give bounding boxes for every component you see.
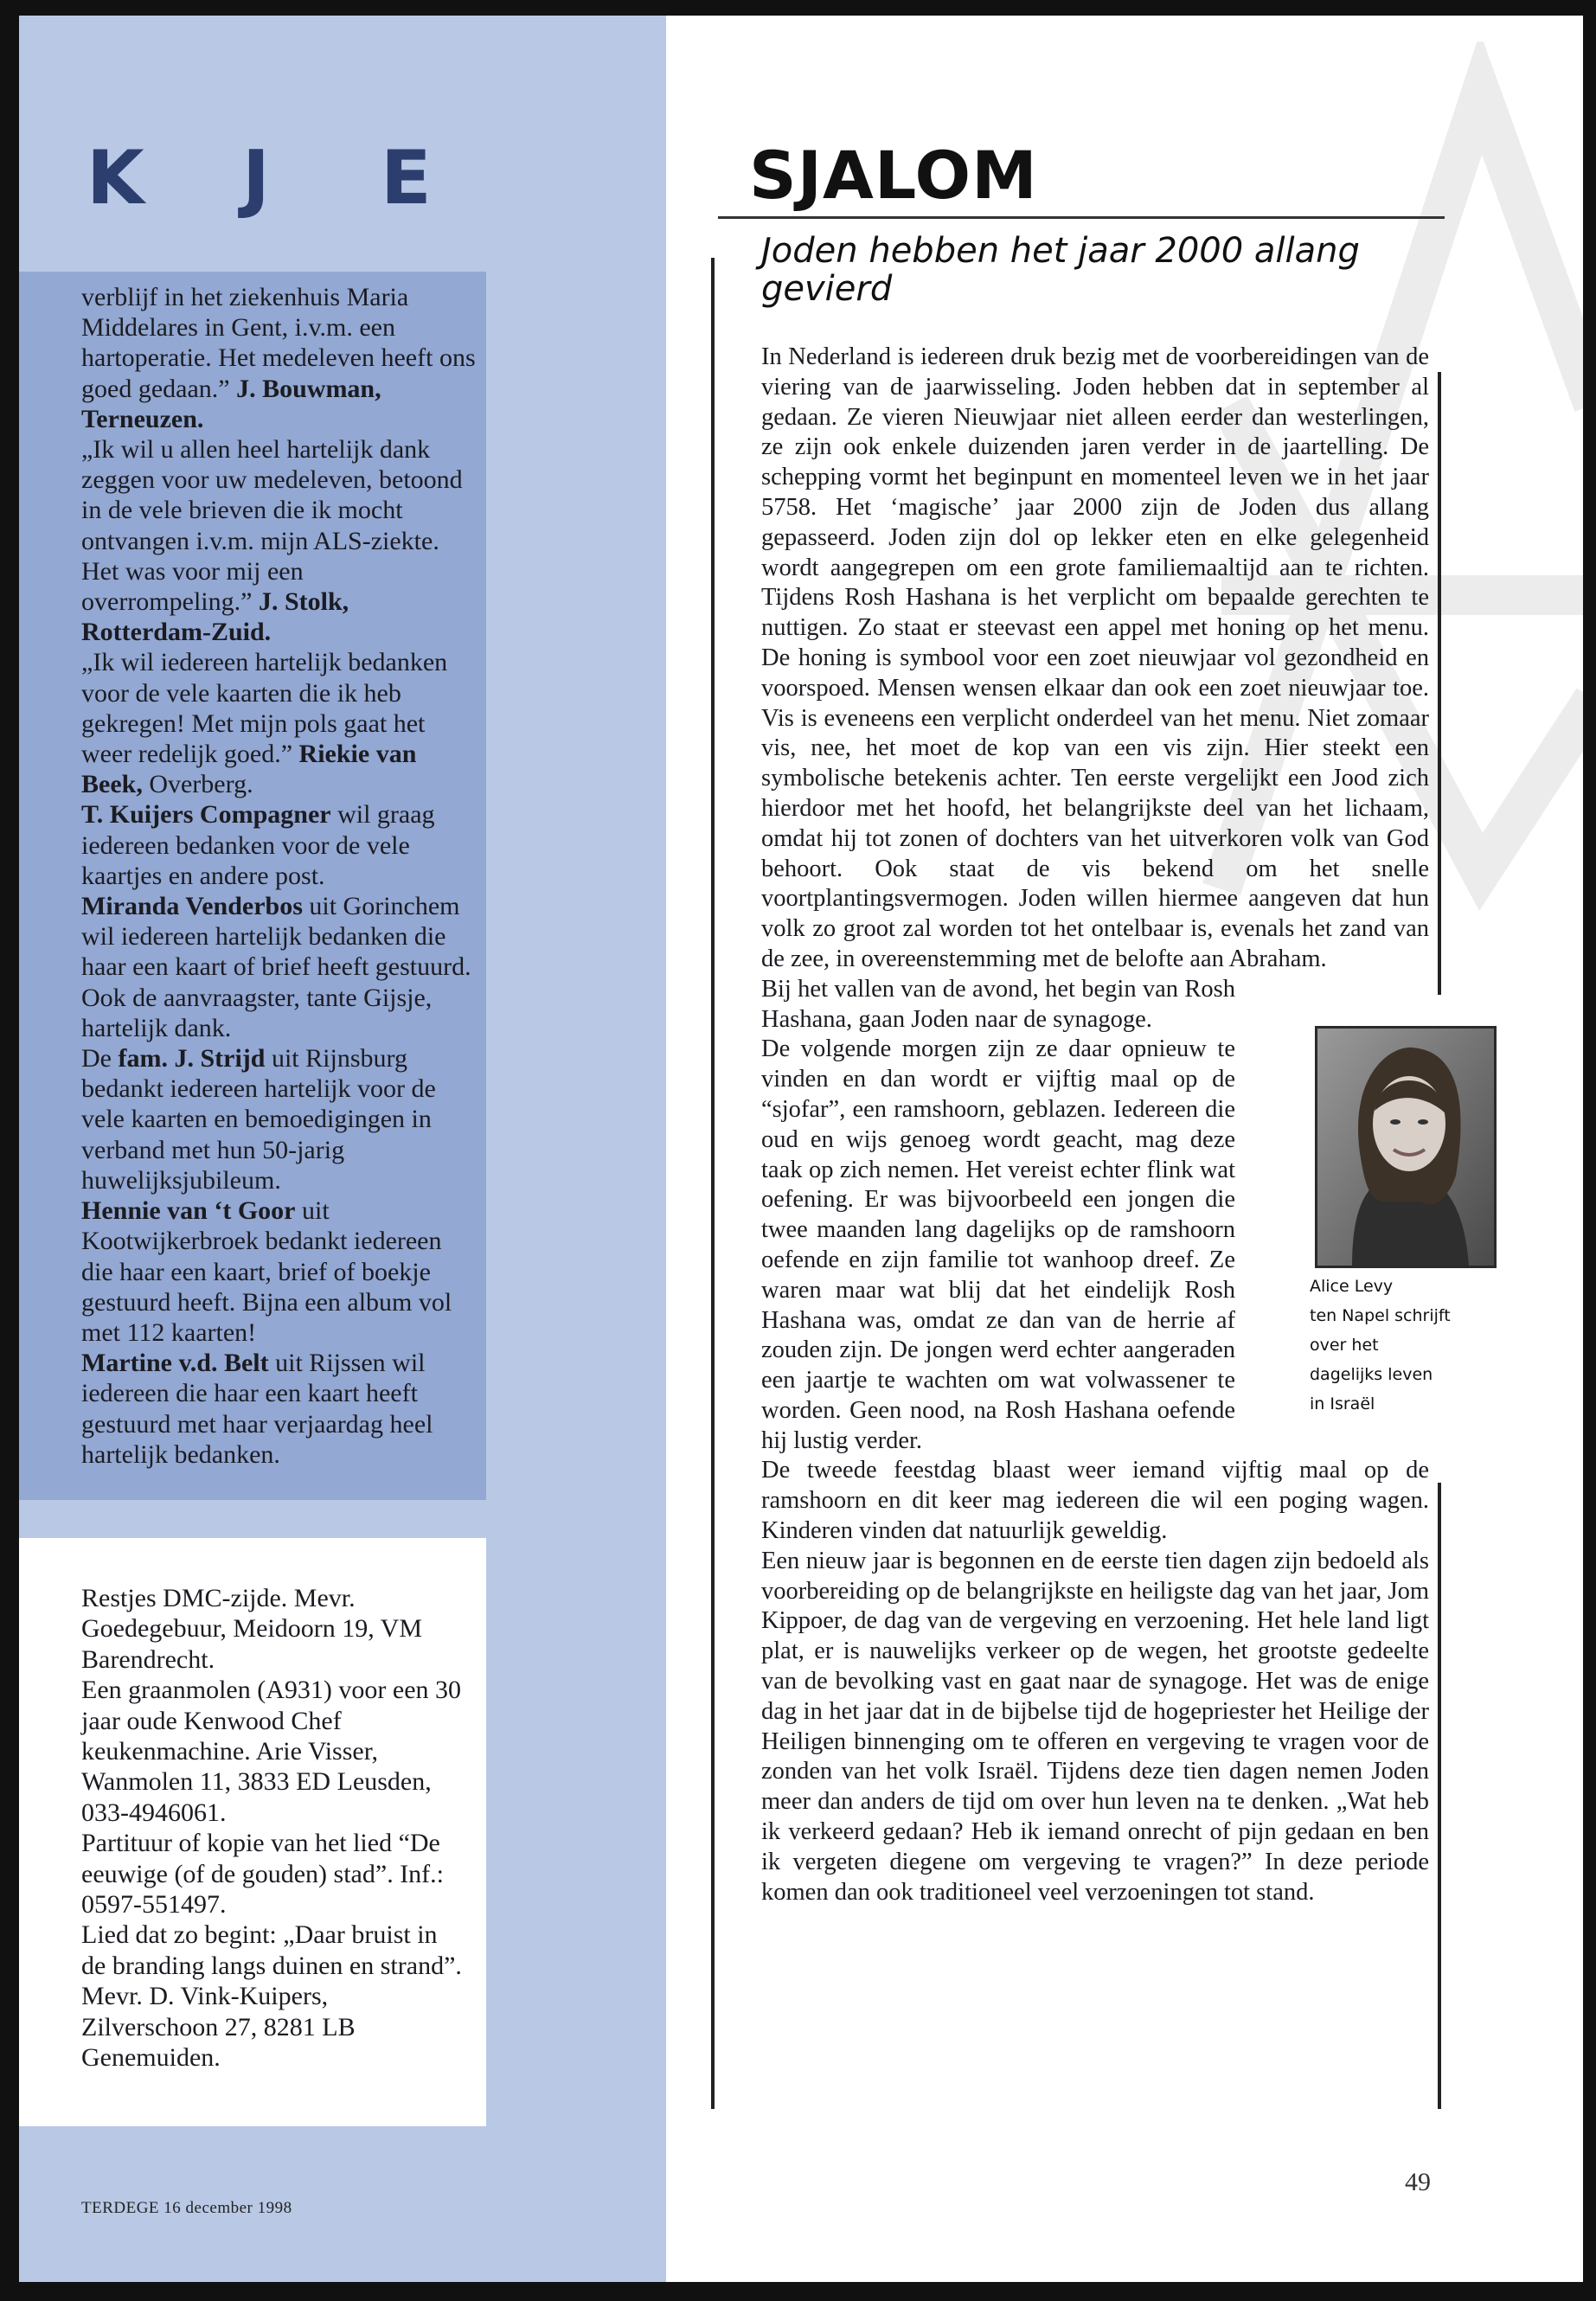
thanks-name: Hennie van ‘t Goor <box>81 1196 296 1226</box>
magazine-page <box>19 16 1583 2282</box>
thanks-entry <box>81 891 479 1043</box>
ad-entry: Restjes DMC-zijde. Mevr. Goedegebuur, Meidoorn 19, VM Barendrecht. <box>81 1584 423 1674</box>
header-letter: K <box>87 135 146 221</box>
right-rule-bar <box>1438 372 1441 995</box>
header-letter: J <box>242 135 272 221</box>
author-photo <box>1315 1026 1497 1268</box>
thanks-text: „Ik wil u allen heel hartelijk dank zeggen voor uw medeleven, betoond in de vele brieven die ik mocht ontvangen i.v.m. mijn ALS-ziekte. Het was voor mij een overrompeling.” <box>81 435 463 617</box>
thanks-name: J. Bouwman, Terneuzen. <box>81 374 381 433</box>
thanks-after: wil graag iedereen bedanken voor de vele kaartjes en andere post. <box>81 800 435 890</box>
thanks-text: „Ik wil iedereen hartelijk bedanken voor de vele kaarten die ik heb gekregen! Met mijn pols gaat het weer redelijk goed.” <box>81 648 448 769</box>
thanks-text: De <box>81 1044 119 1074</box>
article-paragraph: De tweede feestdag blaast weer iemand vijftig maal op de ramshoorn en dit keer mag iedereen die wil een poging wagen. Kinderen vinden dat natuurlijk geweldig. <box>761 1457 1429 1545</box>
article-subtitle: Joden hebben het jaar 2000 allang gevierd <box>761 231 1360 309</box>
article-paragraph: De volgende morgen zijn ze daar opnieuw te vinden en dan wordt er vijftig maal op de “sjofar”, een ramshoorn, geblazen. Iedereen die oud en wijs genoeg wordt geacht, mag deze taak op zich nemen. Het vereist echter flink wat oefening. Er was bijvoorbeeld een jongen die twee maanden lang dagelijks op de ramshoorn oefende en zijn familie tot wanhoop dreef. Ze waren maar wat blij dat het eindelijk Rosh Hashana was, omdat ze dan van de herrie af zouden zijn. De jongen werd echter aangeraden een jaartje te wachten om wat volwassener te worden. Geen nood, na Rosh Hashana oefende hij lustig verder. <box>761 1035 1235 1454</box>
thanks-entry <box>81 1043 479 1195</box>
section-header-letters <box>87 135 433 221</box>
article-paragraph: Een nieuw jaar is begonnen en de eerste tien dagen zijn bedoeld als voorbereiding op de belangrijkste en heiligste dag van het jaar, Jom Kippoer, de dag van de vergeving en verzoening. Het hele land ligt plat, er is nauwelijks verkeer op de wegen, het grootste gedeelte van de bevolking vast en gaat naar de synagoge. Het was de enige dag in het jaar dat in de bijbelse tijd de hogepriester het Heilige der Heiligen binnenging om te offeren en vergeving te vragen voor de zonden van het volk Israël. Tijdens deze tien dagen nemen Joden meer dan anders de tijd om over hun leven na te denken. „Wat heb ik verkeerd gedaan? Heb ik iemand onrecht of pijn gedaan en ben ik vergeten diegene om vergeving te vragen?” In deze periode komen dan ook traditioneel veel verzoeningen tot stand. <box>761 1547 1429 1906</box>
thanks-list <box>81 282 479 1470</box>
article-paragraph: In Nederland is iedereen druk bezig met de voorbereidingen van de viering van de jaarwisseling. Joden hebben dat in september al gedaan. Ze vieren Nieuwjaar niet alleen eerder dan westerlingen, ze zijn ook enkele duizenden jaren verder in de jaartelling. De schepping vormt het beginpunt en momenteel leven we in het jaar 5758. Het ‘magische’ jaar 2000 zijn de Joden dus allang gepasseerd. Joden zijn dol op lekker eten en elke gelegenheid wordt aangegrepen om een grote familiemaaltijd aan te richten. Tijdens Rosh Hashana is het verplicht om bepaalde gerechten te nuttigen. Zo staat er steevast een appel met honing op het menu. De honing is symbool voor een zoet nieuwjaar vol gezondheid en voorspoed. Mensen wensen elkaar dan ook een zoet nieuwjaar toe. Vis is eveneens een verplicht onderdeel van het menu. Niet zomaar vis, nee, het moet de kop van een vis zijn. Hier steekt een symbolische betekenis achter. Ten eerste vergelijkt een Jood zich hierdoor met het hoofd, het belangrijkste deel van het lichaam, omdat hij tot zonen of dochters van het uitverkoren volk van God behoort. Ook staat de vis bekend om het snelle voortplantingsvermogen. Joden willen hiermee aangeven dat hun volk zo groot zal worden tot het ontelbaar is, evenals het zand van de zee, in overeenstemming met de belofte aan Abraham. <box>761 343 1429 972</box>
thanks-name: T. Kuijers Compagner <box>81 800 331 830</box>
thanks-entry <box>81 434 479 647</box>
caption-line: in Israël <box>1310 1394 1375 1413</box>
thanks-name: J. Stolk, Rotterdam-Zuid. <box>81 587 349 647</box>
thanks-name: Miranda Venderbos <box>81 892 303 921</box>
left-rule-bar <box>711 258 715 2109</box>
thanks-after: uit Kootwijkerbroek bedankt iedereen die haar een kaart, brief of boekje gestuurd heeft. Bijna een album vol met 112 kaarten! <box>81 1196 452 1347</box>
thanks-entry <box>81 282 479 434</box>
caption-line: dagelijks leven <box>1310 1365 1433 1384</box>
ad-entry: Partituur of kopie van het lied “De eeuwige (of de gouden) stad”. Inf.: 0597-551497. <box>81 1829 445 1920</box>
ads-list <box>81 1583 462 2073</box>
thanks-text: verblijf in het ziekenhuis Maria Middelares in Gent, i.v.m. een hartoperatie. Het medeleven heeft ons goed gedaan.” <box>81 283 476 403</box>
thanks-after: Overberg. <box>142 770 253 799</box>
caption-line: over het <box>1310 1336 1379 1355</box>
ad-entry: Een graanmolen (A931) voor een 30 jaar oude Kenwood Chef keukenmachine. Arie Visser, Wanmolen 11, 3833 ED Leusden, 033-4946061. <box>81 1676 462 1827</box>
thanks-entry <box>81 799 479 891</box>
caption-line: ten Napel schrijft <box>1310 1306 1451 1325</box>
ad-entry: Lied dat zo begint: „Daar bruist in de branding langs duinen en strand”. Mevr. D. Vink-Kuipers, Zilverschoon 27, 8281 LB Genemuiden. <box>81 1920 462 2073</box>
thanks-name: Riekie van Beek, <box>81 740 417 799</box>
page-number: 49 <box>1405 2168 1431 2196</box>
thanks-entry <box>81 647 479 799</box>
caption-line: Alice Levy <box>1310 1277 1394 1296</box>
article-title: SJALOM <box>749 137 1038 214</box>
thanks-after: uit Gorinchem wil iedereen hartelijk bedanken die haar een kaart of brief heeft gestuurd. Ook de aanvraagster, tante Gijsje, hartelijk dank. <box>81 892 471 1042</box>
thanks-after: uit Rijnsburg bedankt iedereen hartelijk voor de vele kaarten en bemoedigingen in verband met hun 50-jarig huwelijksjubileum. <box>81 1044 436 1195</box>
title-rule <box>718 216 1445 219</box>
article-paragraph: Bij het vallen van de avond, het begin van Rosh Hashana, gaan Joden naar de synagoge. <box>761 975 1235 1033</box>
thanks-entry <box>81 1195 479 1348</box>
header-letter: E <box>381 135 433 221</box>
left-column <box>19 16 666 2282</box>
thanks-after: uit Rijssen wil iedereen die haar een kaart heeft gestuurd met haar verjaardag heel hartelijk bedanken. <box>81 1349 433 1469</box>
thanks-entry <box>81 1348 479 1470</box>
photo-caption <box>1310 1272 1483 1419</box>
issue-footer: TERDEGE 16 december 1998 <box>81 2199 292 2217</box>
thanks-name: Martine v.d. Belt <box>81 1349 269 1378</box>
thanks-name: fam. J. Strijd <box>118 1044 266 1074</box>
right-rule-bar <box>1438 1483 1441 2109</box>
